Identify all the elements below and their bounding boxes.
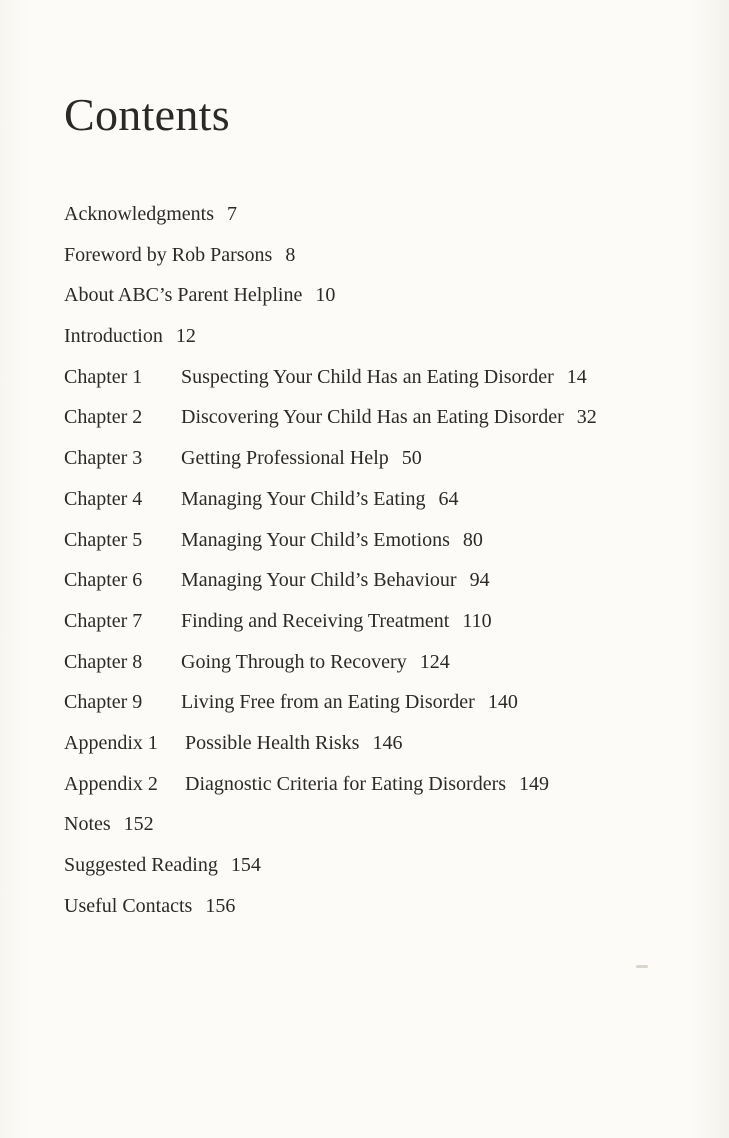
toc-entry-page-number: 7 xyxy=(226,203,237,225)
toc-entry xyxy=(64,845,704,886)
toc-entry-page-number: 14 xyxy=(566,365,587,388)
toc-entry xyxy=(64,194,704,235)
toc-entry-title: Going Through to Recovery xyxy=(181,650,407,673)
toc-entry-title: Suspecting Your Child Has an Eating Disorder xyxy=(181,365,554,388)
toc-entry-label: Chapter 7 xyxy=(64,609,143,632)
page-title: Contents xyxy=(64,89,230,140)
toc-entry xyxy=(64,560,704,601)
toc-entry-title: Finding and Receiving Treatment xyxy=(181,609,450,632)
toc-entry-title: Discovering Your Child Has an Eating Disorder xyxy=(181,406,564,429)
toc-entry-page-number: 8 xyxy=(285,243,296,266)
toc-entry-label: Chapter 4 xyxy=(64,487,143,510)
toc-entry-label: Appendix 1 xyxy=(64,731,158,754)
toc-entry-title: Acknowledgments xyxy=(64,203,214,225)
toc-entry-title: Living Free from an Eating Disorder xyxy=(181,691,475,714)
toc-entry-page-number: 146 xyxy=(372,731,403,754)
toc-entry xyxy=(64,520,704,561)
toc-entry-title: About ABC’s Parent Helpline xyxy=(64,284,303,307)
toc-entry-page-number: 12 xyxy=(175,325,196,348)
toc-entry xyxy=(64,723,704,764)
toc-entry-label: Chapter 1 xyxy=(64,365,143,388)
toc-entry xyxy=(64,479,704,520)
toc-entry xyxy=(64,275,704,316)
toc-entry xyxy=(64,316,704,357)
toc-entry-title: Managing Your Child’s Emotions xyxy=(181,528,450,551)
toc-entry-label: Chapter 3 xyxy=(64,447,143,470)
table-of-contents xyxy=(64,194,704,926)
toc-entry-page-number: 154 xyxy=(230,854,261,876)
toc-entry-label: Chapter 5 xyxy=(64,528,143,551)
toc-entry-page-number: 50 xyxy=(401,447,422,470)
toc-entry-page-number: 124 xyxy=(419,650,450,673)
toc-entry xyxy=(64,601,704,642)
toc-entry xyxy=(64,642,704,683)
toc-entry xyxy=(64,804,704,845)
toc-entry-page-number: 64 xyxy=(438,487,459,510)
toc-entry-label: Chapter 8 xyxy=(64,650,143,673)
toc-entry xyxy=(64,886,704,927)
toc-entry xyxy=(64,438,704,479)
toc-entry-label: Appendix 2 xyxy=(64,772,158,795)
toc-entry-page-number: 10 xyxy=(315,284,336,307)
toc-entry-page-number: 80 xyxy=(462,528,483,551)
toc-entry-page-number: 32 xyxy=(576,406,597,429)
toc-entry-page-number: 156 xyxy=(205,894,236,917)
toc-entry xyxy=(64,397,704,438)
toc-entry-label: Chapter 9 xyxy=(64,691,143,714)
toc-entry-title: Foreword by Rob Parsons xyxy=(64,243,273,266)
toc-entry-page-number: 152 xyxy=(123,813,154,836)
toc-entry-page-number: 149 xyxy=(519,772,550,795)
toc-entry xyxy=(64,682,704,723)
toc-entry-title: Notes xyxy=(64,813,111,836)
toc-entry-title: Diagnostic Criteria for Eating Disorders xyxy=(185,772,507,795)
toc-entry-page-number: 110 xyxy=(462,609,492,632)
toc-entry xyxy=(64,357,704,398)
toc-entry-title: Managing Your Child’s Behaviour xyxy=(181,569,457,592)
toc-entry-page-number: 140 xyxy=(487,691,518,714)
toc-entry-title: Getting Professional Help xyxy=(181,447,389,470)
toc-entry-title: Useful Contacts xyxy=(64,894,193,917)
toc-entry xyxy=(64,764,704,805)
toc-entry-label: Chapter 2 xyxy=(64,406,143,429)
toc-entry-label: Chapter 6 xyxy=(64,569,143,592)
toc-entry-title: Introduction xyxy=(64,325,163,348)
toc-entry xyxy=(64,235,704,276)
toc-entry-title: Managing Your Child’s Eating xyxy=(181,487,426,510)
toc-entry-title: Possible Health Risks xyxy=(185,731,360,754)
toc-entry-title: Suggested Reading xyxy=(64,854,218,876)
page-mark xyxy=(636,965,648,968)
toc-entry-page-number: 94 xyxy=(469,569,490,592)
